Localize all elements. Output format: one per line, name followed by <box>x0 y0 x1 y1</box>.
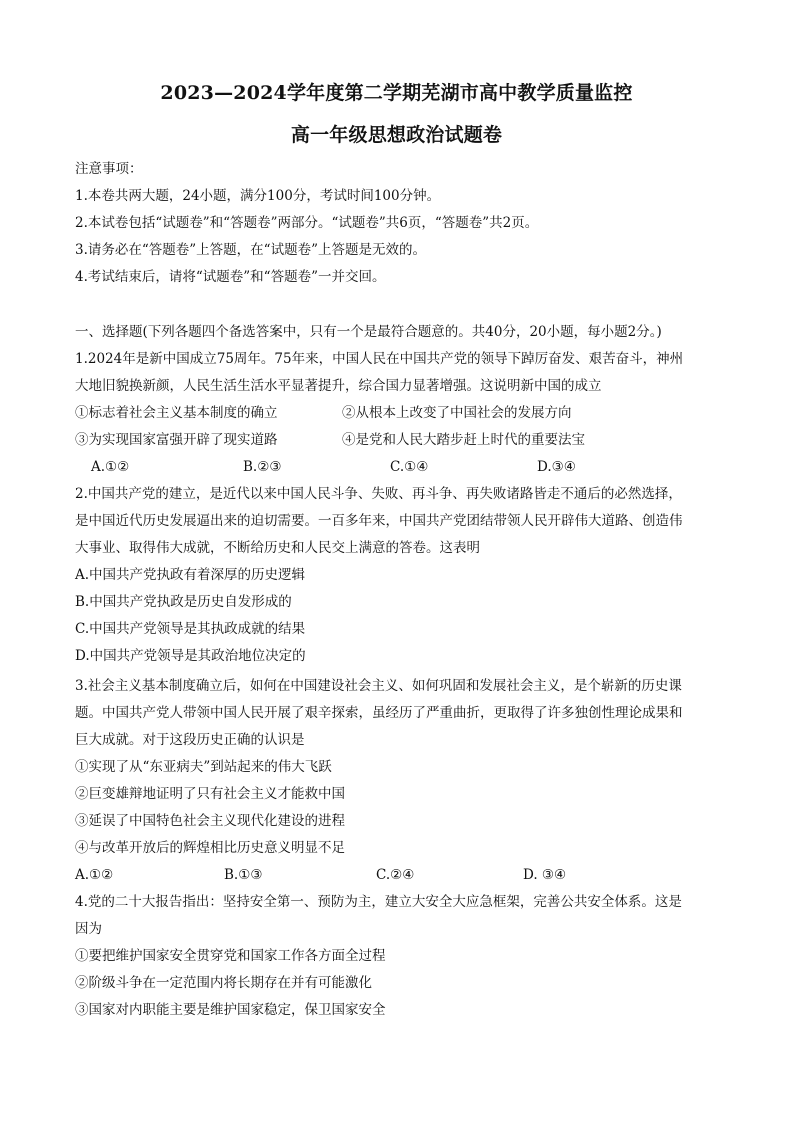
notice-item: 3.请务必在“答题卷”上答题，在“试题卷”上答题是无效的。 <box>75 242 426 258</box>
question-4-item: ①要把维护国家安全贯穿党和国家工作各方面全过程 <box>75 948 386 964</box>
question-2-stem: 2.中国共产党的建立，是近代以来中国人民斗争、失败、再斗争、再失败诸路皆走不通后的必然选择， <box>75 486 682 502</box>
question-2-option-b: B.中国共产党执政是历史自发形成的 <box>75 594 292 610</box>
exam-title: 2023—2024学年度第二学期芜湖市高中教学质量监控 <box>160 82 633 104</box>
question-2-option-d: D.中国共产党领导是其政治地位决定的 <box>75 648 306 664</box>
question-3-item: ④与改革开放后的辉煌相比历史意义明显不足 <box>75 840 345 856</box>
question-4-item: ③国家对内职能主要是维护国家稳定，保卫国家安全 <box>75 1002 386 1018</box>
question-4-stem: 4.党的二十大报告指出：坚持安全第一、预防为主，建立大安全大应急框架，完善公共安全体系。这是 <box>75 894 682 910</box>
question-3-stem: 3.社会主义基本制度确立后，如何在中国建设社会主义、如何巩固和发展社会主义，是个崭新的历史课 <box>75 678 682 694</box>
question-4-item: ②阶级斗争在一定范围内将长期存在并有可能激化 <box>75 975 372 991</box>
question-3-item: ③延误了中国特色社会主义现代化建设的进程 <box>75 813 345 829</box>
exam-subtitle: 高一年级思想政治试题卷 <box>290 124 503 146</box>
question-2-option-c: C.中国共产党领导是其执政成就的结果 <box>75 621 306 637</box>
question-3-item: ①实现了从“东亚病夫”到站起来的伟大飞跃 <box>75 759 332 775</box>
question-3-stem: 题。中国共产党人带领中国人民开展了艰辛探索，虽经历了严重曲折，更取得了许多独创性理论成果和 <box>75 705 683 721</box>
question-3-stem: 巨大成就。对于这段历史正确的认识是 <box>75 732 305 748</box>
question-1-stem: 大地旧貌换新颜，人民生活生活水平显著提升，综合国力显著增强。这说明新中国的成立 <box>75 378 602 394</box>
section-heading: 一、选择题(下列各题四个备选答案中，只有一个是最符合题意的。共40分，20小题，每小题2分。) <box>75 324 662 340</box>
notice-item: 2.本试卷包括“试题卷”和“答题卷”两部分。“试题卷”共6页，“答题卷”共2页。 <box>75 215 539 231</box>
question-2-option-a: A.中国共产党执政有着深厚的历史逻辑 <box>75 567 306 583</box>
question-1-option-b: B.②③ <box>243 459 282 475</box>
question-3-option-b: B.①③ <box>224 867 263 883</box>
question-1-stem: 1.2024年是新中国成立75周年。75年来，中国人民在中国共产党的领导下踔厉奋发、艰苦奋斗，神州 <box>75 351 684 367</box>
notice-heading: 注意事项： <box>75 161 143 177</box>
question-1-item: ①标志着社会主义基本制度的确立 <box>75 405 278 421</box>
question-3-option-d: D. ③④ <box>523 867 567 883</box>
question-1-item: ④是党和人民大踏步赶上时代的重要法宝 <box>342 432 585 448</box>
question-1-option-a: A.①② <box>91 459 130 475</box>
question-1-option-d: D.③④ <box>537 459 576 475</box>
question-1-item: ②从根本上改变了中国社会的发展方向 <box>342 405 572 421</box>
question-3-option-a: A.①② <box>75 867 114 883</box>
question-2-stem: 是中国近代历史发展逼出来的迫切需要。一百多年来，中国共产党团结带领人民开辟伟大道路、创造伟 <box>75 513 683 529</box>
question-1-item: ③为实现国家富强开辟了现实道路 <box>75 432 278 448</box>
question-3-item: ②巨变雄辩地证明了只有社会主义才能救中国 <box>75 786 345 802</box>
question-3-option-c: C.②④ <box>376 867 415 883</box>
question-1-option-c: C.①④ <box>390 459 429 475</box>
question-2-stem: 大事业、取得伟大成就，不断给历史和人民交上满意的答卷。这表明 <box>75 540 480 556</box>
notice-item: 1.本卷共两大题，24小题，满分100分，考试时间100分钟。 <box>75 188 441 204</box>
question-4-stem: 因为 <box>75 921 102 937</box>
notice-item: 4.考试结束后，请将“试题卷”和“答题卷”一并交回。 <box>75 269 386 285</box>
